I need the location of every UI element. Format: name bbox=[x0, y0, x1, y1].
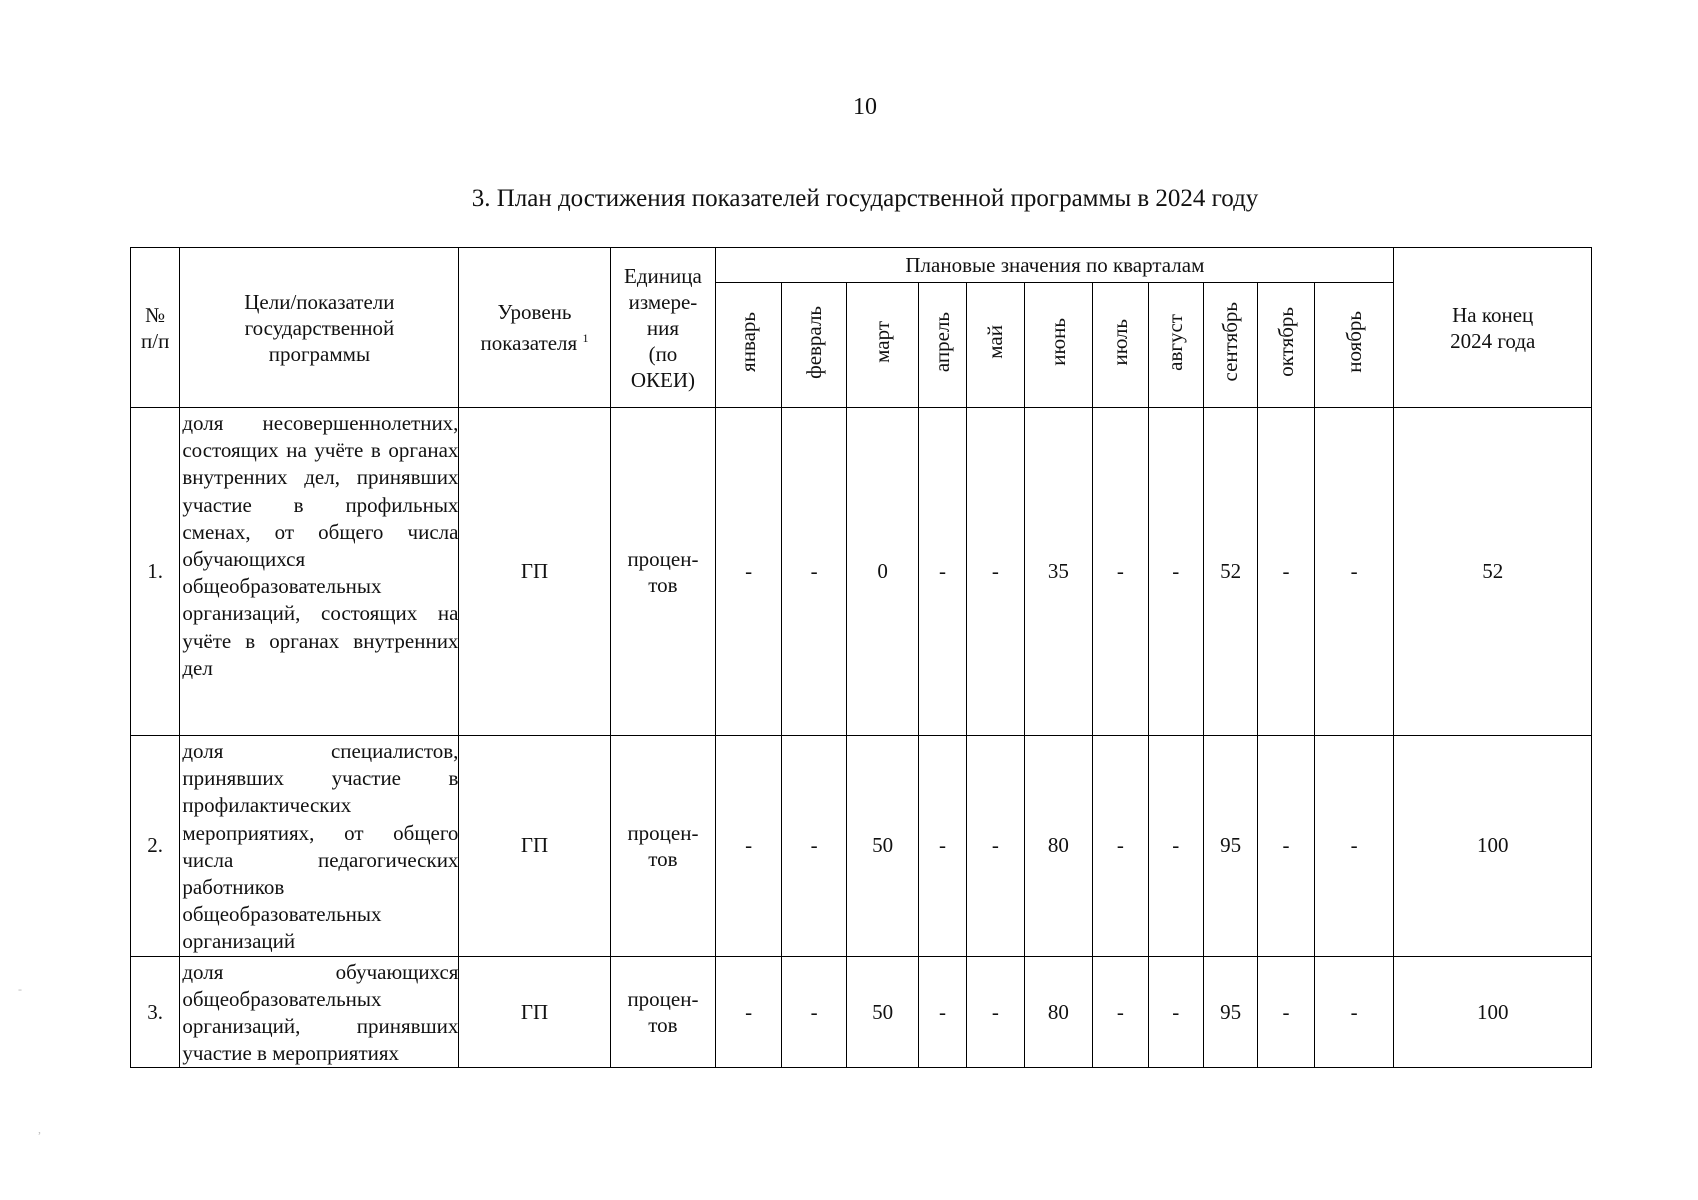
month-header-july bbox=[1093, 283, 1148, 408]
row-number: 3. bbox=[131, 956, 180, 1068]
header-num bbox=[131, 248, 180, 408]
month-label: февраль bbox=[801, 305, 826, 379]
value-march: 50 bbox=[847, 736, 919, 957]
header-end-line-2: 2024 года bbox=[1450, 328, 1536, 353]
value-february: - bbox=[781, 408, 846, 736]
value-june: 80 bbox=[1024, 736, 1093, 957]
value-november: - bbox=[1314, 956, 1394, 1068]
value-july: - bbox=[1093, 736, 1148, 957]
table-row bbox=[131, 736, 1592, 957]
value-february: - bbox=[781, 956, 846, 1068]
header-goal bbox=[180, 248, 459, 408]
header-unit-line-3: ния bbox=[646, 315, 680, 340]
month-label: март bbox=[870, 321, 895, 363]
unit-cell bbox=[610, 408, 716, 736]
month-header-january bbox=[716, 283, 781, 408]
value-end-of-year: 52 bbox=[1394, 408, 1592, 736]
value-september: 95 bbox=[1203, 736, 1257, 957]
table-row bbox=[131, 408, 1592, 736]
header-unit-line-4: (по bbox=[648, 341, 678, 366]
month-header-september bbox=[1203, 283, 1257, 408]
month-label: июль bbox=[1107, 318, 1132, 366]
value-august: - bbox=[1148, 956, 1203, 1068]
footnote-marker: 1 bbox=[582, 331, 589, 345]
indicator-level: ГП bbox=[459, 956, 610, 1068]
unit-line-1: процен- bbox=[627, 820, 699, 845]
value-february: - bbox=[781, 736, 846, 957]
value-march: 0 bbox=[847, 408, 919, 736]
value-june: 80 bbox=[1024, 956, 1093, 1068]
value-july: - bbox=[1093, 408, 1148, 736]
month-header-february bbox=[781, 283, 846, 408]
row-number: 2. bbox=[131, 736, 180, 957]
unit-line-2: тов bbox=[648, 572, 678, 597]
header-level-line-1: Уровень bbox=[497, 300, 572, 324]
goal-text: доля специалистов, принявших участие в профилактических мероприятиях, от общего числа педагогических работников общеобразовательных организаций bbox=[180, 736, 459, 957]
indicator-level: ГП bbox=[459, 736, 610, 957]
value-october: - bbox=[1258, 408, 1314, 736]
indicators-plan-table bbox=[130, 247, 1592, 1068]
value-september: 52 bbox=[1203, 408, 1257, 736]
unit-line-2: тов bbox=[648, 846, 678, 871]
month-label: январь bbox=[736, 312, 761, 372]
header-unit bbox=[610, 248, 716, 408]
header-end-of-year bbox=[1394, 248, 1592, 408]
header-goal-line-2: государственной bbox=[244, 315, 395, 340]
month-header-april bbox=[918, 283, 966, 408]
month-header-march bbox=[847, 283, 919, 408]
document-title: 3. План достижения показателей государственной программы в 2024 году bbox=[471, 185, 1259, 212]
header-goal-line-1: Цели/показатели bbox=[244, 289, 395, 314]
value-may: - bbox=[967, 736, 1024, 957]
month-label: октябрь bbox=[1273, 307, 1298, 377]
header-end-line-1: На конец bbox=[1452, 302, 1534, 327]
value-august: - bbox=[1148, 736, 1203, 957]
header-goal-line-3: программы bbox=[268, 341, 371, 366]
value-april: - bbox=[918, 408, 966, 736]
header-planned-values: Плановые значения по кварталам bbox=[716, 248, 1394, 283]
header-level-text: показателя bbox=[480, 331, 578, 355]
value-january: - bbox=[716, 408, 781, 736]
month-label: ноябрь bbox=[1341, 311, 1366, 373]
value-end-of-year: 100 bbox=[1394, 736, 1592, 957]
goal-text: доля несовершеннолетних, состоящих на учёте в органах внутренних дел, принявших участие в профильных сменах, от общего числа обучающихся общеобразовательных организаций, состоящих на учёте в органах внутренних дел bbox=[180, 408, 459, 736]
scan-speck: , bbox=[38, 1122, 41, 1136]
value-march: 50 bbox=[847, 956, 919, 1068]
month-header-may bbox=[967, 283, 1024, 408]
value-april: - bbox=[918, 736, 966, 957]
unit-line-2: тов bbox=[648, 1013, 678, 1038]
unit-cell bbox=[610, 956, 716, 1068]
header-num-line-2: п/п bbox=[141, 328, 170, 353]
header-unit-line-2: измере- bbox=[628, 289, 698, 314]
value-january: - bbox=[716, 956, 781, 1068]
value-august: - bbox=[1148, 408, 1203, 736]
month-label: июнь bbox=[1045, 318, 1070, 366]
value-may: - bbox=[967, 956, 1024, 1068]
header-unit-line-5: ОКЕИ) bbox=[630, 367, 696, 392]
header-unit-line-1: Единица bbox=[624, 263, 702, 288]
month-header-november bbox=[1314, 283, 1394, 408]
month-header-june bbox=[1024, 283, 1093, 408]
month-label: май bbox=[982, 325, 1007, 359]
value-end-of-year: 100 bbox=[1394, 956, 1592, 1068]
value-june: 35 bbox=[1024, 408, 1093, 736]
value-april: - bbox=[918, 956, 966, 1068]
scan-speck: - bbox=[18, 982, 22, 996]
header-level-line-2 bbox=[459, 325, 609, 356]
value-september: 95 bbox=[1203, 956, 1257, 1068]
value-july: - bbox=[1093, 956, 1148, 1068]
unit-line-1: процен- bbox=[627, 987, 699, 1012]
header-level bbox=[459, 248, 610, 408]
value-november: - bbox=[1314, 408, 1394, 736]
month-header-august bbox=[1148, 283, 1203, 408]
month-label: август bbox=[1163, 313, 1188, 371]
goal-text: доля обучающихся общеобразовательных организаций, принявших участие в мероприятиях bbox=[180, 956, 459, 1068]
value-may: - bbox=[967, 408, 1024, 736]
unit-line-1: процен- bbox=[627, 546, 699, 571]
month-label: сентябрь bbox=[1218, 302, 1243, 382]
value-october: - bbox=[1258, 736, 1314, 957]
header-num-line-1: № bbox=[145, 302, 166, 327]
value-october: - bbox=[1258, 956, 1314, 1068]
page-number: 10 bbox=[853, 94, 877, 120]
indicator-level: ГП bbox=[459, 408, 610, 736]
month-header-october bbox=[1258, 283, 1314, 408]
row-number: 1. bbox=[131, 408, 180, 736]
month-label: апрель bbox=[930, 311, 955, 373]
value-november: - bbox=[1314, 736, 1394, 957]
value-january: - bbox=[716, 736, 781, 957]
table-row bbox=[131, 956, 1592, 1068]
unit-cell bbox=[610, 736, 716, 957]
